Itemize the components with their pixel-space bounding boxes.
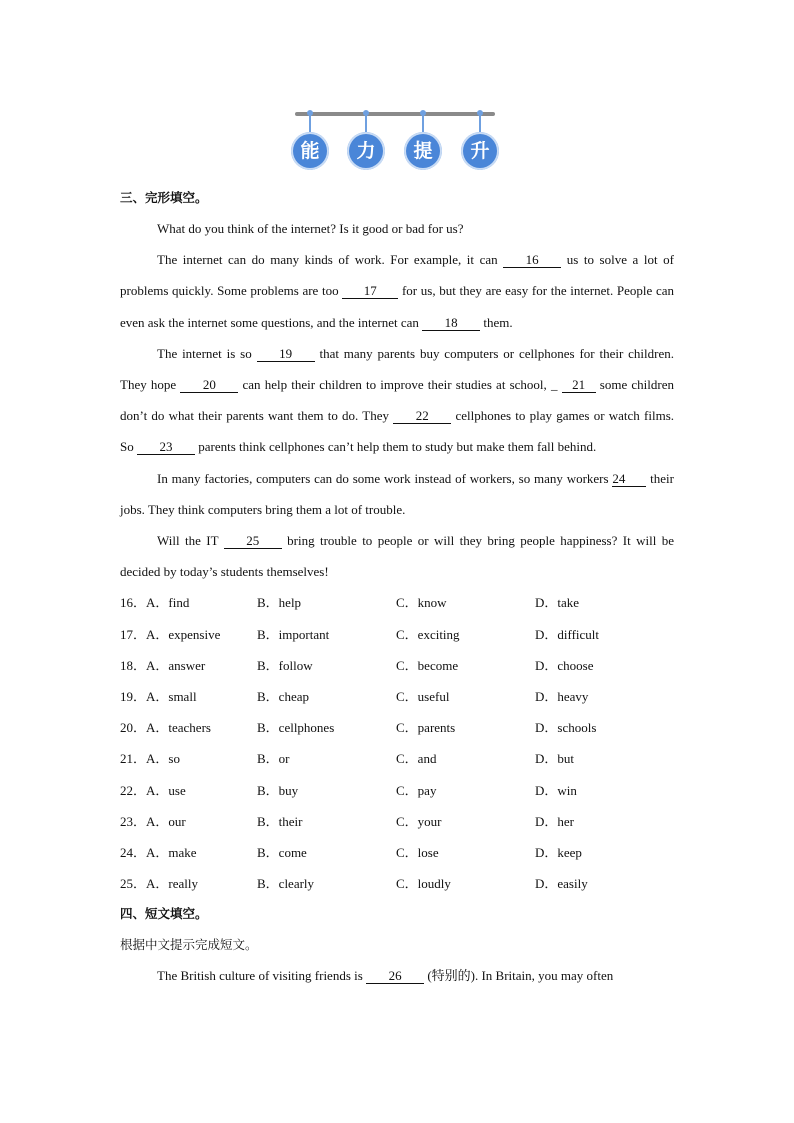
option-row: [120, 712, 674, 743]
option-b[interactable]: B．follow: [257, 657, 313, 673]
option-a[interactable]: 21．A．so: [120, 751, 180, 767]
option-row: [120, 587, 674, 618]
option-a[interactable]: 22．A．use: [120, 782, 186, 798]
option-c[interactable]: C．know: [396, 595, 447, 611]
option-d[interactable]: D．her: [535, 813, 574, 829]
option-d[interactable]: D．easily: [535, 876, 588, 892]
option-b[interactable]: B．their: [257, 813, 303, 829]
blank-16[interactable]: 16: [503, 253, 561, 268]
section-4-instruction: 根据中文提示完成短文。: [120, 937, 258, 953]
option-c[interactable]: C．lose: [396, 844, 439, 860]
option-row: [120, 681, 674, 712]
banner-char: 提: [404, 132, 442, 170]
option-d[interactable]: D．difficult: [535, 626, 600, 642]
blank-25[interactable]: 25: [224, 534, 282, 549]
option-a[interactable]: 20．A．teachers: [120, 720, 211, 736]
passage-paragraph: What do you think of the internet? Is it good or bad for us?: [157, 221, 464, 236]
option-a[interactable]: 17．A．expensive: [120, 626, 221, 642]
option-d[interactable]: D．keep: [535, 844, 582, 860]
option-c[interactable]: C．useful: [396, 689, 450, 704]
section-4-heading: 四、短文填空。: [120, 906, 208, 922]
passage-paragraph: The British culture of visiting friends is 26 (特别的). In Britain, you may often: [157, 968, 614, 984]
blank-26[interactable]: 26: [366, 969, 424, 984]
banner-hook: [479, 113, 481, 133]
option-d[interactable]: D．heavy: [535, 689, 589, 704]
option-d[interactable]: D．take: [535, 595, 580, 611]
banner-char: 能: [291, 132, 329, 170]
blank-24[interactable]: 24: [612, 472, 646, 487]
document-body: [120, 183, 674, 992]
option-row: [120, 619, 674, 650]
option-d[interactable]: D．win: [535, 782, 577, 798]
banner-hook: [309, 113, 311, 133]
banner-rail: [295, 112, 495, 116]
option-b[interactable]: B．cellphones: [257, 720, 335, 736]
option-c[interactable]: C．and: [396, 751, 437, 767]
passage-paragraph: The internet is so 19 that many parents buy computers or cellphones for their children. They hope 20 can help their children to improve their studies at school, _ 21 some children don’t do what their parents want them to do. They 22 cellphones to play games or watch films. So 23 parents think cellphones can’t help them to study but make them fall behind.: [120, 345, 674, 455]
ability-banner: [291, 108, 501, 170]
blank-20[interactable]: 20: [180, 378, 238, 393]
passage-paragraph: In many factories, computers can do some work instead of workers, so many workers 24 their jobs. They think computers bring them a lot of trouble.: [120, 470, 674, 517]
answer-options: [120, 587, 674, 899]
option-a[interactable]: 25．A．really: [120, 876, 198, 892]
option-d[interactable]: D．choose: [535, 657, 594, 673]
option-b[interactable]: B．help: [257, 595, 302, 611]
option-b[interactable]: B．buy: [257, 782, 299, 798]
option-row: [120, 743, 674, 774]
option-c[interactable]: C．loudly: [396, 876, 451, 892]
option-row: [120, 775, 674, 806]
banner-hook: [365, 113, 367, 133]
banner-char: 力: [347, 132, 385, 170]
option-d[interactable]: D．schools: [535, 720, 597, 736]
option-d[interactable]: D．but: [535, 751, 575, 767]
option-c[interactable]: C．your: [396, 813, 442, 829]
option-c[interactable]: C．parents: [396, 720, 456, 736]
option-a[interactable]: 19．A．small: [120, 689, 197, 704]
blank-22[interactable]: 22: [393, 409, 451, 424]
blank-17[interactable]: 17: [342, 284, 398, 299]
option-a[interactable]: 23．A．our: [120, 813, 186, 829]
option-b[interactable]: B．clearly: [257, 876, 315, 892]
option-a[interactable]: 24．A．make: [120, 844, 197, 860]
option-b[interactable]: B．important: [257, 626, 330, 642]
option-row: [120, 650, 674, 681]
option-a[interactable]: 16．A．find: [120, 595, 190, 611]
blank-23[interactable]: 23: [137, 440, 195, 455]
option-b[interactable]: B．cheap: [257, 689, 309, 704]
banner-char: 升: [461, 132, 499, 170]
blank-21[interactable]: 21: [562, 378, 596, 393]
banner-hook: [422, 113, 424, 133]
option-a[interactable]: 18．A．answer: [120, 657, 206, 673]
option-row: [120, 868, 674, 899]
blank-18[interactable]: 18: [422, 316, 480, 331]
option-c[interactable]: C．become: [396, 657, 459, 673]
option-c[interactable]: C．exciting: [396, 626, 460, 642]
blank-19[interactable]: 19: [257, 347, 315, 362]
section-3-heading: 三、完形填空。: [120, 190, 208, 205]
option-b[interactable]: B．or: [257, 751, 290, 767]
option-row: [120, 806, 674, 837]
option-c[interactable]: C．pay: [396, 782, 437, 798]
passage-paragraph: Will the IT 25 bring trouble to people or will they bring people happiness? It will be decided by today’s students themselves!: [120, 533, 674, 580]
option-row: [120, 837, 674, 868]
option-b[interactable]: B．come: [257, 844, 307, 860]
passage-paragraph: The internet can do many kinds of work. For example, it can 16 us to solve a lot of problems quickly. Some problems are too 17 for us, but they are easy for the internet. People can even ask the internet some questions, and the internet can 18 them.: [120, 252, 674, 330]
